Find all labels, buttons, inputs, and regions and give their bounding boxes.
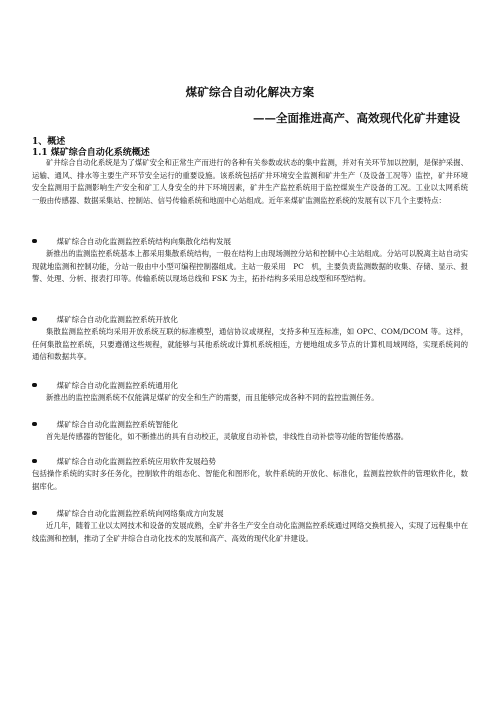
bullet-item-software — [32, 456, 468, 468]
paragraph-intelligent: 首先是传感器的智能化，如不断推出的具有自动校正，灵敏度自动补偿，非线性自动补偿等功能的智能传感器。 — [46, 432, 409, 441]
bullet-dot-icon — [32, 459, 37, 464]
bullet-item-general — [32, 380, 468, 392]
subsection-heading-system-overview: 1.1 煤矿综合自动化系统概述 — [32, 148, 150, 158]
bullet-dot-icon — [32, 511, 37, 516]
bullet-dot-icon — [32, 422, 37, 427]
paragraph-general: 新推出的监控监测系统不仅能满足煤矿的安全和生产的需要，而且能够完成各种不同的监控监测任务。 — [46, 393, 379, 402]
bullet-title: 煤矿综合自动化监测监控系统开放化 — [56, 315, 178, 324]
paragraph-open: 集散监测监控系统均采用开放系统互联的标准模型，通信协议或规程，支持多种互连标准，如 OPC、COM/DCOM 等。这样，任何集散监控系统，只要遵循这些规程，就能够与其他系统或计算机系统相连，方便地组成多节点的计算机局域网络，实现系统间的通信和数据共享。 — [32, 327, 468, 362]
paragraph-software: 包括操作系统的实时多任务化，控制软件的组态化、智能化和图形化，软件系统的开放化、标准化，监测监控软件的管理软件化，数据库化。 — [32, 469, 468, 491]
bullet-item-intelligent — [32, 419, 468, 431]
bullet-dot-icon — [32, 239, 37, 244]
paragraph-network: 近几年，随着工业以太网技术和设备的发展成熟，全矿井各生产安全自动化监测监控系统通过网络交换机接入，实现了远程集中在线监测和控制，推动了全矿井综合自动化技术的发展和高产、高效的现代化矿井建设。 — [32, 521, 468, 543]
bullet-dot-icon — [32, 383, 37, 388]
bullet-item-distributed — [32, 236, 468, 248]
bullet-dot-icon — [32, 317, 37, 322]
bullet-title: 煤矿综合自动化监测监控系统应用软件发展趋势 — [56, 457, 216, 466]
paragraph-distributed: 新推出的监测监控系统基本上都采用集散系统结构，一般在结构上由现场测控分站和控制中心主站组成。分站可以脱离主站自动实现就地监测和控制功能，分站一般由中小型可编程控制器组成。主站一般采用 PC 机，主要负责监测数据的收集、存储、显示、报警、处理、分析、报表打印等。传输系统以现场总线和 FSK 为主，拓扑结构多采用总线型和环型结构。 — [32, 249, 468, 284]
document-title: 煤矿综合自动化解决方案 — [185, 85, 315, 99]
bullet-item-open — [32, 314, 468, 326]
bullet-title: 煤矿综合自动化监测监控系统结构向集散化结构发展 — [56, 237, 232, 246]
document-subtitle: ——全面推进高产、高效现代化矿井建设 — [253, 111, 460, 125]
bullet-title: 煤矿综合自动化监测监控系统向网络集成方向发展 — [56, 509, 224, 518]
intro-paragraph: 矿井综合自动化系统是为了煤矿安全和正常生产而进行的各种有关参数或状态的集中监测，并对有关环节加以控制，是保护采掘、运输、通风、排水等主要生产环节安全运行的重要设施。该系统包括矿井环境安全监测和矿井生产（及设备工况等）监控，矿井环境安全监测用于监测影响生产安全和矿工人身安全的井下环境因素，矿井生产监控系统用于监控煤炭生产设备的工况。工业以太网系统一般由传感器、数据采集站、控制站、信号传输系统和地面中心站组成。近年来煤矿监测监控系统的发展有以下几个主要特点： — [32, 158, 468, 205]
section-heading-overview: 1、概述 — [32, 137, 66, 147]
bullet-title: 煤矿综合自动化监测监控系统智能化 — [56, 420, 178, 429]
bullet-title: 煤矿综合自动化监测监控系统通用化 — [56, 381, 178, 390]
bullet-item-network — [32, 508, 468, 520]
